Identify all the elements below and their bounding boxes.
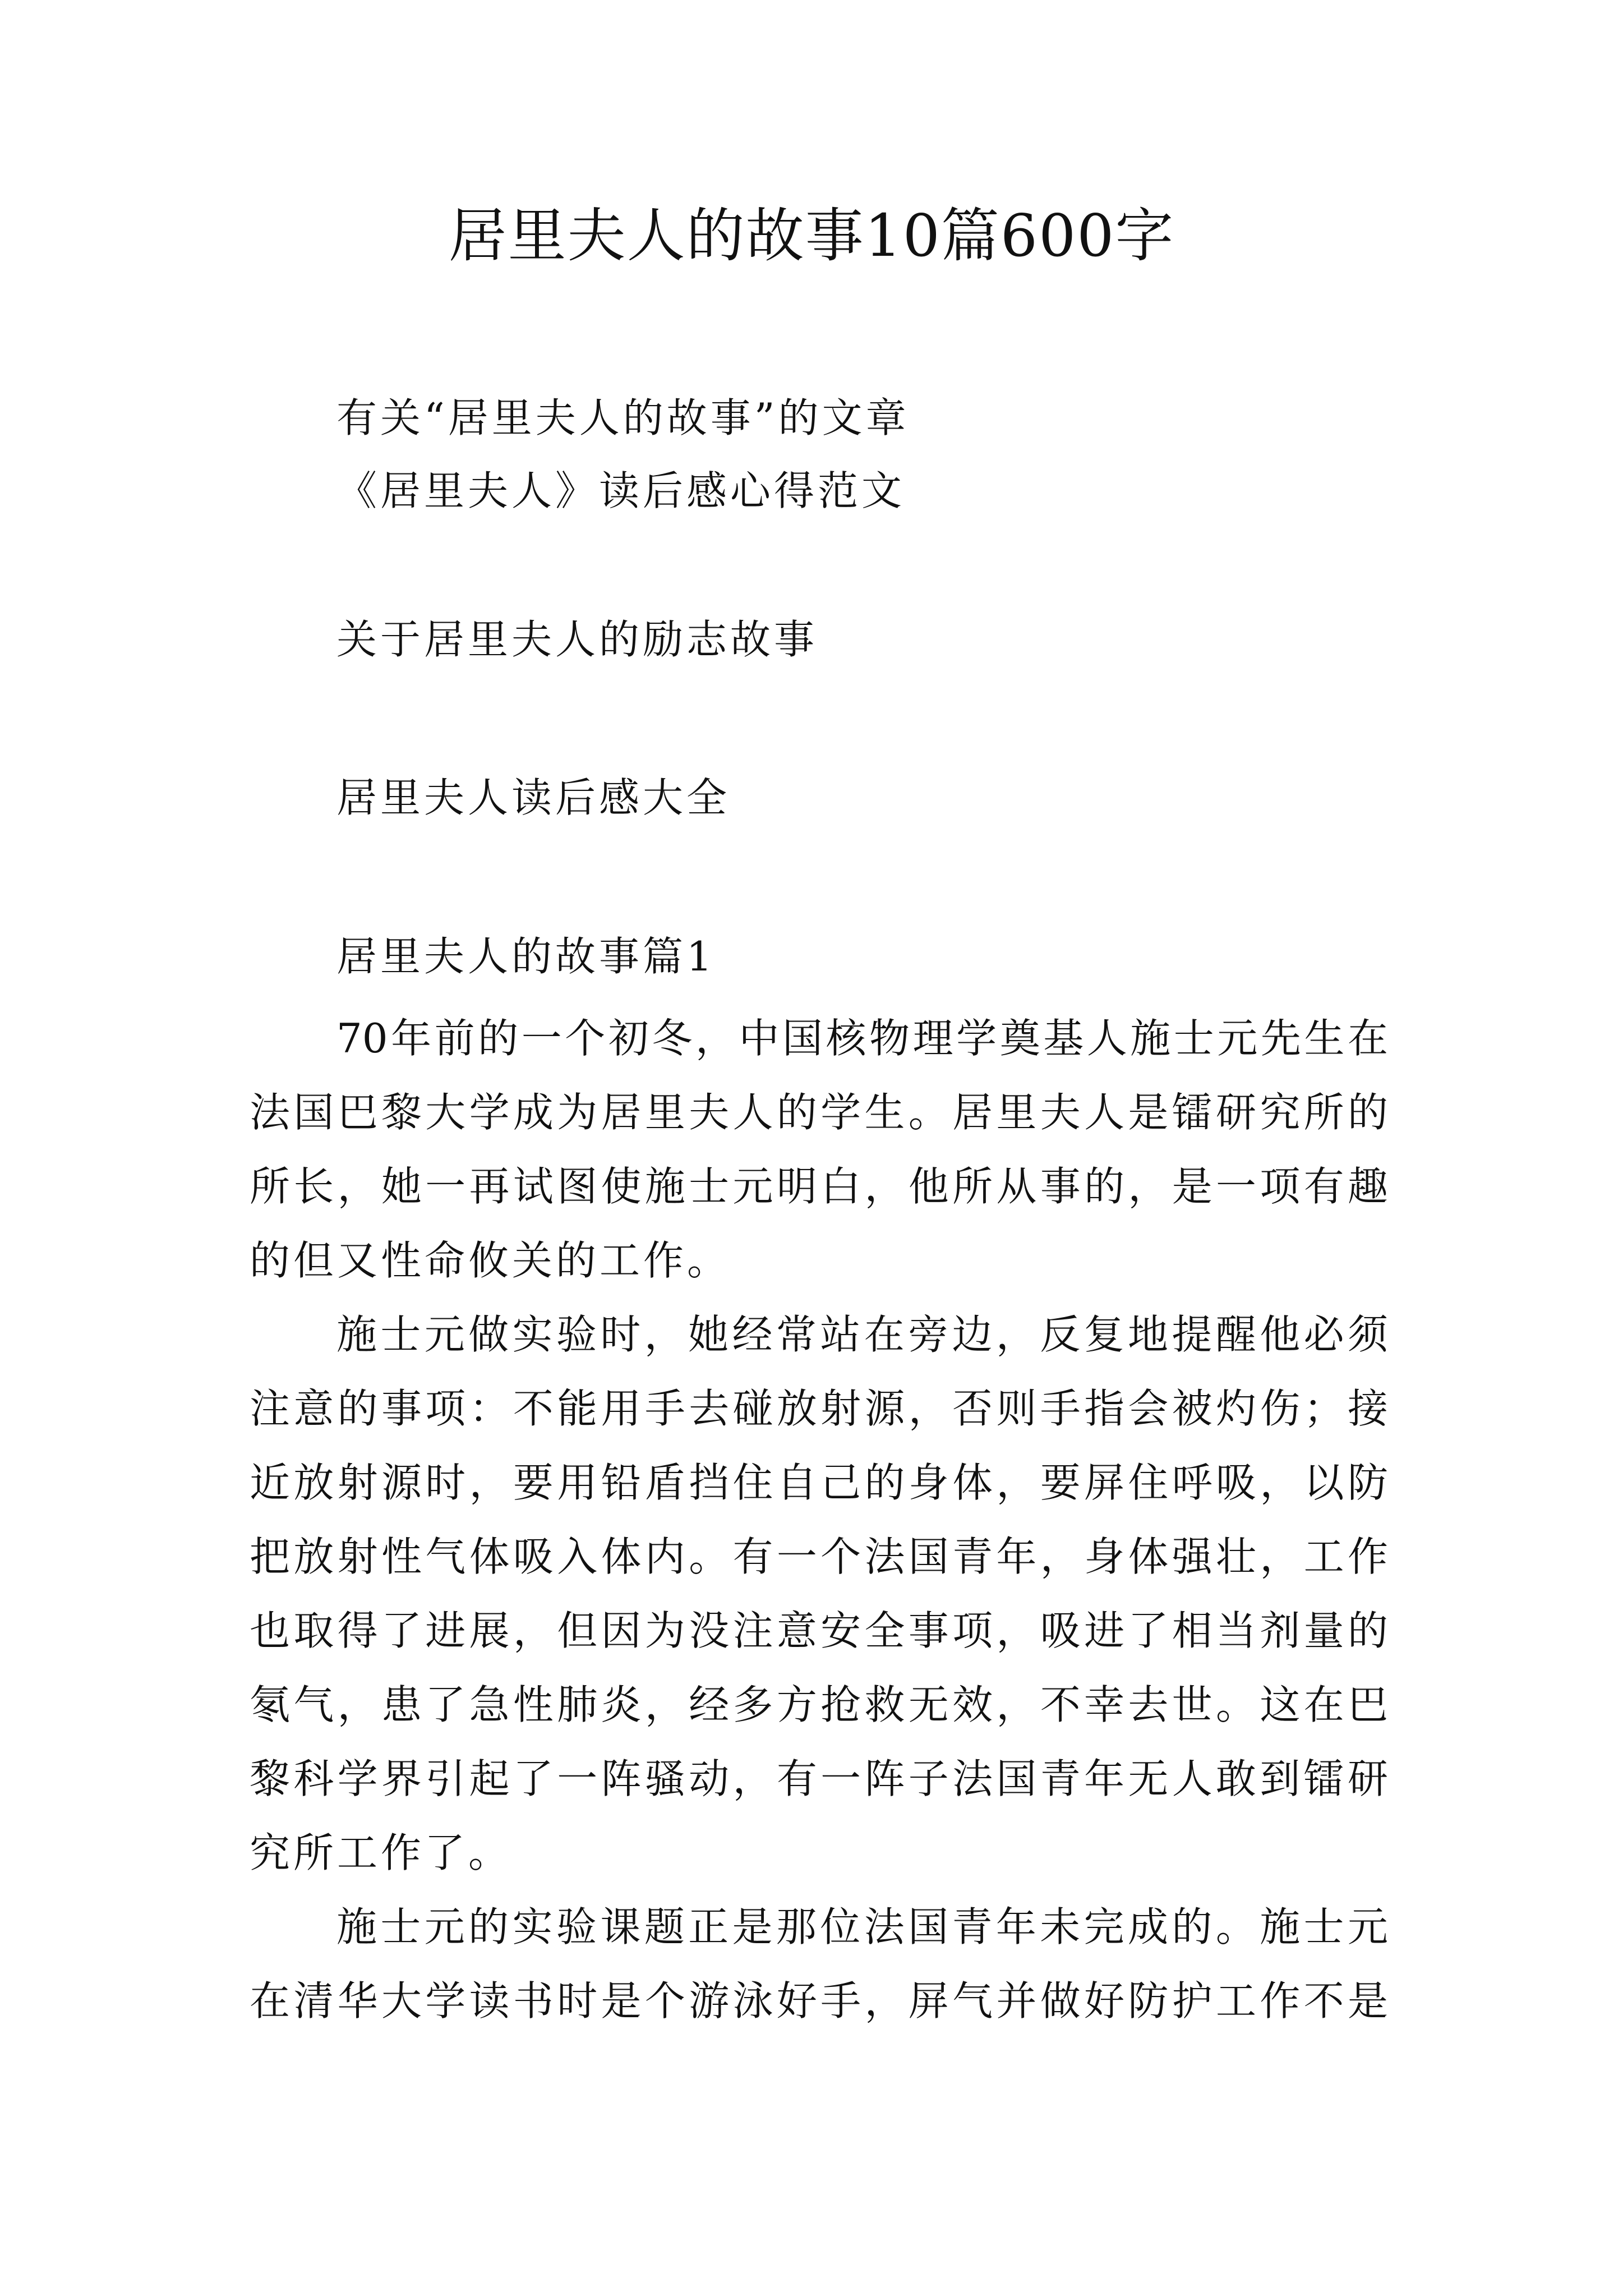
paragraph [250, 1297, 1388, 1890]
paragraph-line: 注意的事项：不能用手去碰放射源，否则手指会被灼伤；接 [250, 1385, 1388, 1432]
paragraph-line: 黎科学界引起了一阵骚动，有一阵子法国青年无人敢到镭研 [250, 1755, 1388, 1802]
related-article-link[interactable]: 《居里夫人》读后感心得范文 [336, 467, 906, 514]
paragraph-line: 施士元的实验课题正是那位法国青年未完成的。施士元 [336, 1903, 1388, 1950]
related-article-link[interactable]: 居里夫人读后感大全 [336, 774, 731, 821]
section-heading: 居里夫人的故事篇1 [336, 933, 716, 980]
related-articles-intro: 有关“居里夫人的故事”的文章 [336, 394, 910, 441]
paragraph-line: 所长，她一再试图使施士元明白，他所从事的，是一项有趣 [250, 1163, 1388, 1210]
paragraph-line: 把放射性气体吸入体内。有一个法国青年，身体强壮，工作 [250, 1533, 1388, 1580]
paragraph [250, 1001, 1388, 1297]
paragraph-line: 也取得了进展，但因为没注意安全事项，吸进了相当剂量的 [250, 1607, 1388, 1654]
paragraph-line: 近放射源时，要用铅盾挡住自己的身体，要屏住呼吸，以防 [250, 1459, 1388, 1506]
paragraph-line: 究所工作了。 [250, 1829, 513, 1876]
paragraph-line: 法国巴黎大学成为居里夫人的学生。居里夫人是镭研究所的 [250, 1089, 1388, 1136]
paragraph-line: 施士元做实验时，她经常站在旁边，反复地提醒他必须 [336, 1311, 1388, 1358]
related-article-link[interactable]: 关于居里夫人的励志故事 [336, 616, 818, 663]
paragraph-line: 在清华大学读书时是个游泳好手，屏气并做好防护工作不是 [250, 1977, 1388, 2024]
paragraph-line: 的但又性命攸关的工作。 [250, 1237, 731, 1284]
paragraph-line: 70年前的一个初冬，中国核物理学奠基人施士元先生在 [336, 1015, 1388, 1062]
document-title: 居里夫人的故事10篇600字 [448, 201, 1175, 270]
paragraph [250, 1890, 1388, 2038]
paragraph-line: 氡气，患了急性肺炎，经多方抢救无效，不幸去世。这在巴 [250, 1681, 1388, 1728]
